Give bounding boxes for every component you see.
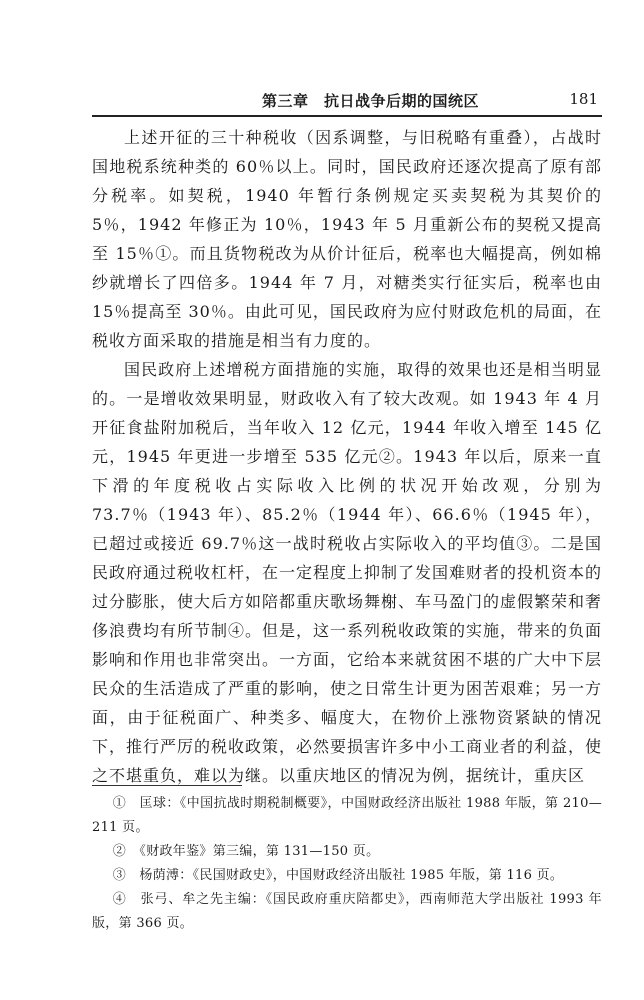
footnote: ③ 杨荫溥：《民国财政史》，中国财政经济出版社 1985 年版，第 116 页。 bbox=[112, 868, 564, 883]
footnote: ② 《财政年鉴》第三编，第 131—150 页。 bbox=[112, 844, 380, 859]
paragraph: 上述开征的三十种税收（因系调整，与旧税略有重叠），占战时国地税系统种类的 60％以上。同时，国民政府还逐次提高了原有部分税率。如契税，1940 年暂行条例规定买卖契税为其契价的 5％，1942 年修正为 10％，1943 年 5 月重新公布的契税又提高至 15％①。而且货物税改为从价计征后，税率也大幅提高，例如棉纱就增长了四倍多。1944 年 7 月，对糖类实行征实后，税率也由 15％提高至 30％。由此可见，国民政府为应付财政危机的局面，在税收方面采取的措施是相当有力度的。 bbox=[92, 128, 602, 350]
footnote-divider bbox=[92, 785, 242, 786]
page-number: 181 bbox=[569, 90, 598, 108]
header-divider bbox=[92, 115, 602, 117]
footnotes bbox=[92, 792, 602, 936]
body-text bbox=[92, 123, 602, 790]
footnote: ① 匡球：《中国抗战时期税制概要》，中国财政经济出版社 1988 年版，第 210—211 页。 bbox=[92, 796, 602, 835]
footnote: ④ 张弓、牟之先主编：《国民政府重庆陪都史》，西南师范大学出版社 1993 年版，第 366 页。 bbox=[92, 892, 602, 931]
paragraph: 国民政府上述增税方面措施的实施，取得的效果也还是相当明显的。一是增收效果明显，财政收入有了较大改观。如 1943 年 4 月开征食盐附加税后，当年收入 12 亿元，1944 年收入增至 145 亿元，1945 年更进一步增至 535 亿元②。1943 年以后，原来一直下滑的年度税收占实际收入比例的状况开始改观，分别为 73.7％（1943 年）、85.2％（1944 年）、66.6％（1945 年），已超过或接近 69.7％这一战时税收占实际收入的平均值③。二是国民政府通过税收杠杆，在一定程度上抑制了发国难财者的投机资本的过分膨胀，使大后方如陪都重庆歌场舞榭、车马盈门的虚假繁荣和奢侈浪费均有所节制④。但是，这一系列税收政策的实施，带来的负面影响和作用也非常突出。一方面，它给本来就贫困不堪的广大中下层民众的生活造成了严重的影响，使之日常生计更为困苦艰难；另一方面，由于征税面广、种类多、幅度大，在物价上涨物资紧缺的情况下，推行严厉的税收政策，必然要损害许多中小工商业者的利益，使之不堪重负，难以为继。以重庆地区的情况为例，据统计，重庆区 bbox=[92, 360, 603, 785]
running-header bbox=[92, 90, 602, 114]
chapter-title: 第三章 抗日战争后期的国统区 bbox=[262, 92, 480, 110]
